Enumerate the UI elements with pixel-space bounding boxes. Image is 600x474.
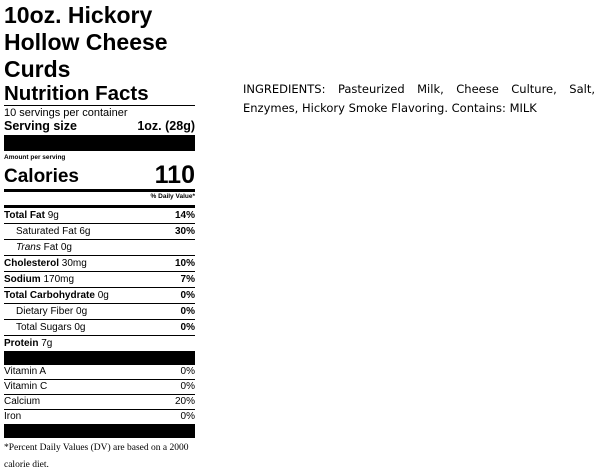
servings-per-container: 10 servings per container — [4, 107, 128, 119]
nutrient-amount: 0g — [76, 306, 88, 317]
nutrient-label: Dietary Fiber — [16, 306, 74, 317]
thick-divider — [4, 351, 195, 365]
vitamin-row-c — [4, 379, 195, 394]
calories-row — [4, 162, 195, 188]
nutrient-label: Fat — [43, 242, 59, 253]
serving-size-label: Serving size — [4, 119, 77, 133]
nutrient-row-total-carbohydrate — [4, 287, 195, 303]
product-title: 10oz. Hickory Hollow Cheese Curds — [4, 2, 168, 82]
nutrient-amount: 30mg — [61, 258, 87, 269]
nutrient-row-protein — [4, 335, 195, 351]
nutrient-row-sodium — [4, 271, 195, 287]
vitamin-label: Calcium — [4, 396, 41, 407]
nutrient-row-cholesterol — [4, 255, 195, 271]
nutrient-amount: 6g — [79, 226, 91, 237]
nutrient-label-italic: Trans — [16, 242, 41, 253]
nutrient-amount: 0g — [74, 322, 86, 333]
amount-per-serving: Amount per serving — [4, 154, 66, 161]
nutrient-dv: 0% — [180, 290, 195, 301]
nutrient-label: Total Fat — [4, 210, 45, 221]
nutrient-row-saturated-fat — [4, 223, 195, 239]
nutrient-dv: 14% — [174, 210, 195, 221]
nutrient-label: Cholesterol — [4, 258, 60, 269]
nutrient-label: Protein — [4, 338, 39, 349]
divider — [4, 105, 195, 106]
calories-value: 110 — [154, 161, 195, 189]
nutrient-dv: 30% — [174, 226, 195, 237]
nutrient-row-dietary-fiber — [4, 303, 195, 319]
nutrition-facts-heading: Nutrition Facts — [4, 82, 149, 105]
nutrient-amount: 7g — [41, 338, 53, 349]
nutrient-dv: 10% — [174, 258, 195, 269]
nutrient-dv: 0% — [180, 322, 195, 333]
thick-divider — [4, 424, 195, 438]
nutrient-amount: 9g — [47, 210, 59, 221]
nutrient-label: Saturated Fat — [16, 226, 77, 237]
nutrient-row-trans-fat — [4, 239, 195, 255]
nutrient-label: Total Sugars — [16, 322, 72, 333]
nutrient-amount: 170mg — [43, 274, 75, 285]
thick-divider — [4, 135, 195, 151]
vitamin-row-a — [4, 365, 195, 379]
vitamin-dv: 0% — [180, 381, 195, 392]
nutrient-dv: 0% — [180, 306, 195, 317]
vitamin-dv: 20% — [174, 396, 195, 407]
nutrition-label — [4, 2, 195, 474]
vitamin-label: Vitamin C — [4, 381, 48, 392]
daily-value-header: % Daily Value* — [150, 193, 195, 200]
nutrient-label: Total Carbohydrate — [4, 290, 95, 301]
nutrient-amount: 0g — [97, 290, 109, 301]
vitamin-label: Iron — [4, 411, 22, 422]
serving-size-row — [4, 119, 195, 133]
nutrient-amount: 0g — [60, 242, 72, 253]
calories-label: Calories — [4, 166, 79, 187]
ingredients-text: INGREDIENTS: Pasteurized Milk, Cheese Culture, Salt, Enzymes, Hickory Smoke Flavoring. Contains: MILK — [243, 82, 595, 115]
vitamin-dv: 0% — [180, 366, 195, 377]
vitamin-row-iron — [4, 409, 195, 424]
vitamin-row-calcium — [4, 394, 195, 409]
nutrient-dv: 7% — [180, 274, 195, 285]
vitamin-dv: 0% — [180, 411, 195, 422]
daily-value-footnote: *Percent Daily Values (DV) are based on a 2000 calorie diet. — [4, 443, 189, 470]
vitamin-label: Vitamin A — [4, 366, 47, 377]
nutrient-row-total-sugars — [4, 319, 195, 335]
nutrient-label: Sodium — [4, 274, 41, 285]
nutrient-row-total-fat — [4, 208, 195, 223]
serving-size-value: 1oz. (28g) — [137, 119, 195, 133]
